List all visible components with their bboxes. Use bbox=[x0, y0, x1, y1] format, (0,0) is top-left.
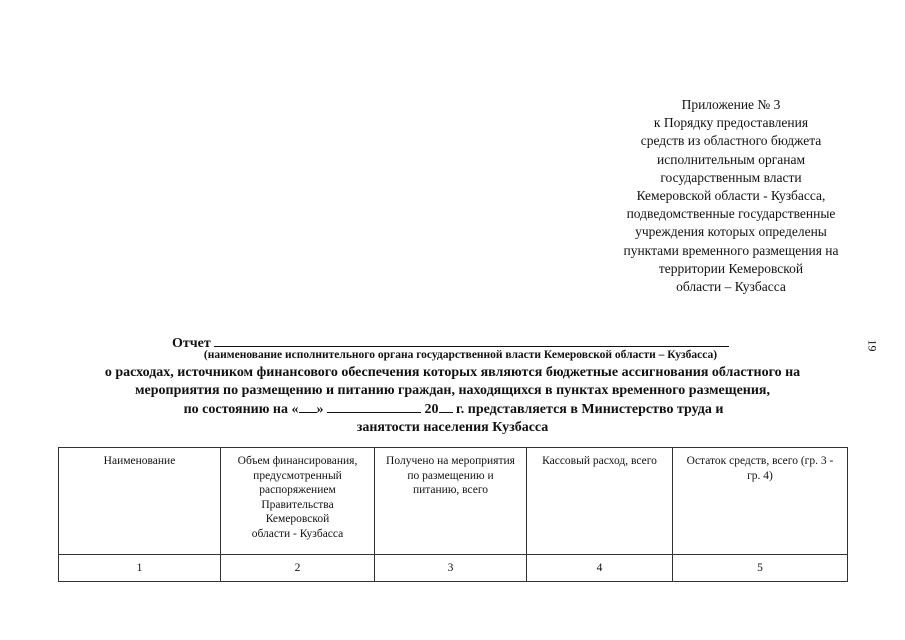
header-text: Правительства bbox=[261, 498, 334, 511]
report-line-4: занятости населения Кузбасса bbox=[356, 420, 549, 435]
date-suffix: г. представляется в Министерство труда и bbox=[452, 402, 724, 417]
appendix-line: области – Кузбасса bbox=[676, 279, 786, 295]
header-cell-received bbox=[375, 448, 527, 555]
appendix-line: исполнительным органам bbox=[657, 151, 805, 167]
header-text: Получено на мероприятия bbox=[386, 455, 515, 467]
report-line-2: мероприятия по размещению и питанию граждан, находящихся в пунктах временного размещения, bbox=[135, 383, 770, 398]
date-prefix: по состоянию на « bbox=[183, 402, 299, 417]
appendix-line: подведомственные государственные bbox=[626, 206, 836, 222]
page-number: 19 bbox=[865, 339, 880, 352]
column-number: 3 bbox=[375, 555, 527, 582]
appendix-line: государственным власти bbox=[660, 169, 802, 185]
header-text: Остаток средств, всего (гр. 3 - bbox=[686, 455, 834, 467]
report-description bbox=[0, 364, 905, 437]
column-number: 2 bbox=[221, 555, 375, 582]
column-number: 5 bbox=[673, 555, 848, 582]
column-number: 1 bbox=[59, 555, 221, 582]
header-cell-name bbox=[59, 448, 221, 555]
header-text: гр. 4) bbox=[747, 469, 773, 482]
header-text: Кемеровской bbox=[265, 513, 330, 525]
header-cell-funding bbox=[221, 448, 375, 555]
header-text: предусмотренный bbox=[253, 469, 342, 482]
organ-caption: (наименование исполнительного органа государственной власти Кемеровской области – Кузбасса) bbox=[203, 349, 718, 361]
table-row bbox=[59, 555, 848, 582]
appendix-line: Кемеровской области - Кузбасса, bbox=[636, 188, 826, 204]
header-cell-expense bbox=[527, 448, 673, 555]
year-blank[interactable] bbox=[439, 400, 453, 413]
appendix-line: пунктами временного размещения на bbox=[623, 242, 839, 258]
header-text: Объем финансирования, bbox=[237, 455, 358, 467]
header-text: по размещению и bbox=[407, 469, 494, 482]
table-header-row bbox=[59, 448, 848, 555]
appendix-line: к Порядку предоставления bbox=[653, 115, 809, 131]
header-text: распоряжением bbox=[259, 484, 336, 496]
organ-name-blank[interactable] bbox=[214, 333, 729, 347]
column-number: 4 bbox=[527, 555, 673, 582]
appendix-line: территории Кемеровской bbox=[658, 260, 804, 276]
report-title: Отчет bbox=[172, 336, 211, 351]
appendix-line: Приложение № 3 bbox=[681, 97, 781, 112]
header-cell-balance bbox=[673, 448, 848, 555]
month-blank[interactable] bbox=[327, 400, 421, 413]
report-date-line bbox=[0, 400, 905, 419]
header-text: области - Кузбасса bbox=[251, 527, 344, 540]
report-table bbox=[58, 447, 848, 582]
appendix-block bbox=[600, 96, 862, 296]
header-text: Кассовый расход, всего bbox=[542, 455, 657, 467]
header-text: питанию, всего bbox=[412, 484, 489, 496]
date-mid: » bbox=[316, 402, 327, 417]
appendix-line: учреждения которых определены bbox=[635, 224, 827, 240]
header-text: Наименование bbox=[103, 455, 176, 467]
date-year: 20 bbox=[421, 402, 439, 417]
report-line-1: о расходах, источником финансового обеспечения которых являются бюджетные ассигнования областного на bbox=[104, 365, 801, 380]
day-blank[interactable] bbox=[299, 400, 317, 413]
appendix-line: средств из областного бюджета bbox=[640, 133, 822, 149]
